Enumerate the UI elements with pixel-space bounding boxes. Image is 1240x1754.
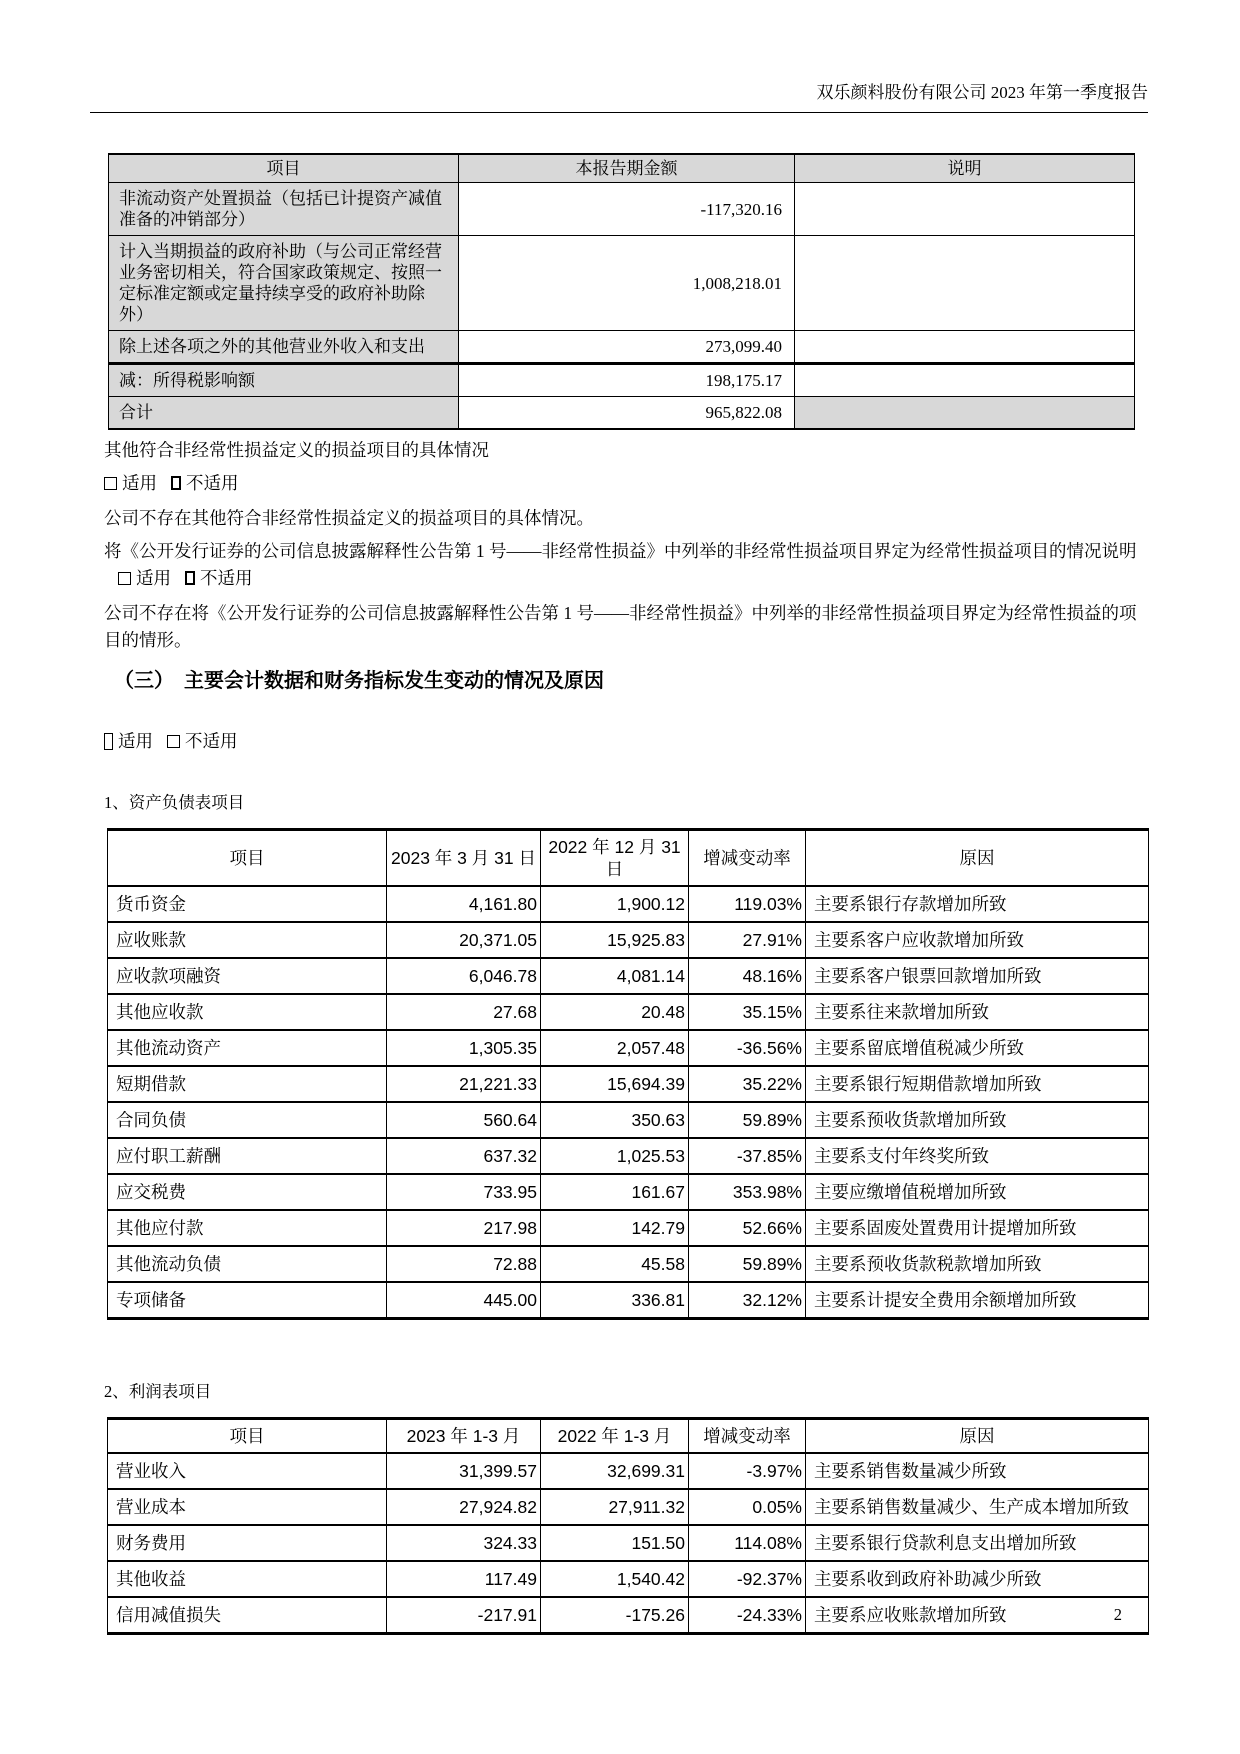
table-cell: 27.68 <box>387 994 541 1030</box>
column-header-change: 增减变动率 <box>689 830 806 887</box>
table-cell: 主要系留底增值税减少所致 <box>806 1030 1149 1066</box>
table-cell: 2,057.48 <box>541 1030 689 1066</box>
table-cell: 59.89% <box>689 1102 806 1138</box>
table-cell: 52.66% <box>689 1210 806 1246</box>
table-row <box>108 958 1149 994</box>
table-cell: 161.67 <box>541 1174 689 1210</box>
table-row <box>108 922 1149 958</box>
table-row <box>109 331 1135 364</box>
table-cell: 计入当期损益的政府补助（与公司正常经营业务密切相关，符合国家政策规定、按照一定标准定额或定量持续享受的政府补助除外） <box>109 236 459 331</box>
checkbox-not-applicable-label: 不适用 <box>185 731 238 751</box>
table-cell: 324.33 <box>387 1525 541 1561</box>
column-header-period2: 2022 年 1-3 月 <box>541 1419 689 1454</box>
checkbox-applicable-label: 适用 <box>136 568 171 588</box>
table-row <box>108 994 1149 1030</box>
table-cell: 350.63 <box>541 1102 689 1138</box>
define-statement: 将《公开发行证券的公司信息披露解释性公告第 1 号——非经常性损益》中列举的非经常性损益项目界定为经常性损益项目的情况说明 <box>104 541 1137 561</box>
table-cell <box>795 331 1135 364</box>
table-row <box>108 1066 1149 1102</box>
table-row <box>108 1561 1149 1597</box>
column-header-change: 增减变动率 <box>689 1419 806 1454</box>
table-cell: 除上述各项之外的其他营业外收入和支出 <box>109 331 459 364</box>
checkbox-applicable-checked-icon <box>104 733 113 750</box>
table-cell <box>795 183 1135 236</box>
table-row <box>109 364 1135 397</box>
table-cell: 27,911.32 <box>541 1489 689 1525</box>
table-cell: 445.00 <box>387 1282 541 1319</box>
table-cell: 35.15% <box>689 994 806 1030</box>
applicability-line-section <box>104 728 1240 753</box>
table-cell: 965,822.08 <box>459 397 795 430</box>
table-cell: 637.32 <box>387 1138 541 1174</box>
table-row <box>108 1030 1149 1066</box>
table-cell: 1,900.12 <box>541 886 689 922</box>
table-cell: 27,924.82 <box>387 1489 541 1525</box>
table-row <box>108 886 1149 922</box>
table-row <box>109 397 1135 430</box>
income-statement-table <box>107 1417 1149 1635</box>
other-items-title: 其他符合非经常性损益定义的损益项目的具体情况 <box>104 440 489 460</box>
table-cell: 主要系预收货款税款增加所致 <box>806 1246 1149 1282</box>
table-cell: 1,540.42 <box>541 1561 689 1597</box>
table-cell: 减：所得税影响额 <box>109 364 459 397</box>
table-cell: 48.16% <box>689 958 806 994</box>
table-cell: 应收账款 <box>108 922 387 958</box>
balance-sheet-table <box>107 828 1149 1320</box>
table-cell: 20,371.05 <box>387 922 541 958</box>
table-cell: 主要系银行存款增加所致 <box>806 886 1149 922</box>
table-cell: 其他流动负债 <box>108 1246 387 1282</box>
page-number: 2 <box>1113 1605 1122 1624</box>
table-cell: -217.91 <box>387 1597 541 1634</box>
table-cell: 专项储备 <box>108 1282 387 1319</box>
column-header-item: 项目 <box>108 830 387 887</box>
table-cell <box>795 364 1135 397</box>
table-row <box>108 1489 1149 1525</box>
table-cell: 45.58 <box>541 1246 689 1282</box>
column-header-note: 说明 <box>795 154 1135 183</box>
table-cell: 非流动资产处置损益（包括已计提资产减值准备的冲销部分） <box>109 183 459 236</box>
column-header-amount: 本报告期金额 <box>459 154 795 183</box>
table-cell: 1,025.53 <box>541 1138 689 1174</box>
table-cell: 32,699.31 <box>541 1453 689 1489</box>
column-header-period1: 2023 年 1-3 月 <box>387 1419 541 1454</box>
table-row <box>108 1525 1149 1561</box>
table-header-row <box>109 154 1135 183</box>
table-cell: 1,305.35 <box>387 1030 541 1066</box>
checkbox-applicable-label: 适用 <box>118 731 153 751</box>
table-cell: 主要系计提安全费用余额增加所致 <box>806 1282 1149 1319</box>
table-cell: 6,046.78 <box>387 958 541 994</box>
table-cell: -37.85% <box>689 1138 806 1174</box>
table-cell: 主要系支付年终奖所致 <box>806 1138 1149 1174</box>
table-row <box>109 236 1135 331</box>
table-cell: 0.05% <box>689 1489 806 1525</box>
section-heading: （三） 主要会计数据和财务指标发生变动的情况及原因 <box>114 670 604 692</box>
table-cell: -3.97% <box>689 1453 806 1489</box>
checkbox-applicable-label: 适用 <box>122 473 157 493</box>
table-cell: 营业收入 <box>108 1453 387 1489</box>
table-cell: 32.12% <box>689 1282 806 1319</box>
table-cell: 1,008,218.01 <box>459 236 795 331</box>
table-cell: 应付职工薪酬 <box>108 1138 387 1174</box>
checkbox-not-applicable-label: 不适用 <box>200 568 253 588</box>
table-cell: 273,099.40 <box>459 331 795 364</box>
table-cell: 主要应缴增值税增加所致 <box>806 1174 1149 1210</box>
table-cell: 主要系固废处置费用计提增加所致 <box>806 1210 1149 1246</box>
applicability-line-1 <box>104 470 1145 497</box>
table-cell <box>795 397 1135 430</box>
table-row <box>108 1453 1149 1489</box>
table-cell: 主要系往来款增加所致 <box>806 994 1149 1030</box>
column-header-period1: 2023 年 3 月 31 日 <box>387 830 541 887</box>
checkbox-not-applicable-icon <box>171 476 181 490</box>
table-cell: 27.91% <box>689 922 806 958</box>
table-cell: 72.88 <box>387 1246 541 1282</box>
income-table-title: 2、利润表项目 <box>104 1382 212 1401</box>
table-cell: 其他应付款 <box>108 1210 387 1246</box>
table-row <box>108 1174 1149 1210</box>
table-cell: 合计 <box>109 397 459 430</box>
table-cell: 35.22% <box>689 1066 806 1102</box>
checkbox-applicable-icon <box>118 572 131 585</box>
table-cell: 主要系客户银票回款增加所致 <box>806 958 1149 994</box>
table-cell: 15,694.39 <box>541 1066 689 1102</box>
table-row <box>108 1138 1149 1174</box>
nonrecurring-items-table <box>108 153 1135 430</box>
notes-block <box>104 437 1145 654</box>
table-cell: 主要系应收账款增加所致 <box>806 1597 1149 1634</box>
table-cell: 货币资金 <box>108 886 387 922</box>
no-other-items-text: 公司不存在其他符合非经常性损益定义的损益项目的具体情况。 <box>104 508 594 528</box>
table-cell: 短期借款 <box>108 1066 387 1102</box>
table-row <box>109 183 1135 236</box>
table-row <box>108 1246 1149 1282</box>
table-cell: 应交税费 <box>108 1174 387 1210</box>
table-row <box>108 1597 1149 1634</box>
table-cell: 信用减值损失 <box>108 1597 387 1634</box>
table-cell <box>795 236 1135 331</box>
checkbox-not-applicable-icon <box>167 735 180 748</box>
table-row <box>108 1210 1149 1246</box>
table-cell: 117.49 <box>387 1561 541 1597</box>
table-cell: 353.98% <box>689 1174 806 1210</box>
table-cell: 15,925.83 <box>541 922 689 958</box>
table-cell: 主要系银行贷款利息支出增加所致 <box>806 1525 1149 1561</box>
table-header-row <box>108 830 1149 887</box>
table-cell: 733.95 <box>387 1174 541 1210</box>
table-cell: 营业成本 <box>108 1489 387 1525</box>
define-statement-text <box>104 538 1145 592</box>
table-cell: 主要系客户应收款增加所致 <box>806 922 1149 958</box>
table-cell: 主要系销售数量减少、生产成本增加所致 <box>806 1489 1149 1525</box>
column-header-period2: 2022 年 12 月 31 日 <box>541 830 689 887</box>
table-cell: -92.37% <box>689 1561 806 1597</box>
table-cell: 主要系银行短期借款增加所致 <box>806 1066 1149 1102</box>
table-cell: 31,399.57 <box>387 1453 541 1489</box>
checkbox-not-applicable-label: 不适用 <box>186 473 239 493</box>
table-cell: 4,161.80 <box>387 886 541 922</box>
table-cell: 59.89% <box>689 1246 806 1282</box>
column-header-reason: 原因 <box>806 830 1149 887</box>
table-cell: 主要系预收货款增加所致 <box>806 1102 1149 1138</box>
table-cell: 114.08% <box>689 1525 806 1561</box>
table-cell: 560.64 <box>387 1102 541 1138</box>
table-cell: 198,175.17 <box>459 364 795 397</box>
table-cell: -24.33% <box>689 1597 806 1634</box>
table-cell: -36.56% <box>689 1030 806 1066</box>
report-title: 双乐颜料股份有限公司 2023 年第一季度报告 <box>816 83 1148 102</box>
checkbox-applicable-icon <box>104 477 117 490</box>
table-cell: 217.98 <box>387 1210 541 1246</box>
table-cell: 142.79 <box>541 1210 689 1246</box>
page-header <box>90 78 1148 113</box>
table-cell: 合同负债 <box>108 1102 387 1138</box>
table-cell: 119.03% <box>689 886 806 922</box>
table-cell: 336.81 <box>541 1282 689 1319</box>
checkbox-not-applicable-icon <box>185 571 195 585</box>
table-cell: 21,221.33 <box>387 1066 541 1102</box>
table-cell: 财务费用 <box>108 1525 387 1561</box>
column-header-item: 项目 <box>108 1419 387 1454</box>
table-cell: 应收款项融资 <box>108 958 387 994</box>
table-row <box>108 1282 1149 1319</box>
table-cell: 4,081.14 <box>541 958 689 994</box>
table-cell: 其他应收款 <box>108 994 387 1030</box>
table-cell: 主要系收到政府补助减少所致 <box>806 1561 1149 1597</box>
table-cell: 其他流动资产 <box>108 1030 387 1066</box>
no-define-statement-text: 公司不存在将《公开发行证券的公司信息披露解释性公告第 1 号——非经常性损益》中列举的非经常性损益项目界定为经常性损益的项目的情形。 <box>104 603 1137 650</box>
column-header-item: 项目 <box>109 154 459 183</box>
table-cell: 其他收益 <box>108 1561 387 1597</box>
balance-table-title: 1、资产负债表项目 <box>104 793 245 812</box>
table-cell: 20.48 <box>541 994 689 1030</box>
table-row <box>108 1102 1149 1138</box>
table-cell: 主要系销售数量减少所致 <box>806 1453 1149 1489</box>
table-cell: -117,320.16 <box>459 183 795 236</box>
table-cell: 151.50 <box>541 1525 689 1561</box>
table-cell: -175.26 <box>541 1597 689 1634</box>
column-header-reason: 原因 <box>806 1419 1149 1454</box>
table-header-row <box>108 1419 1149 1454</box>
